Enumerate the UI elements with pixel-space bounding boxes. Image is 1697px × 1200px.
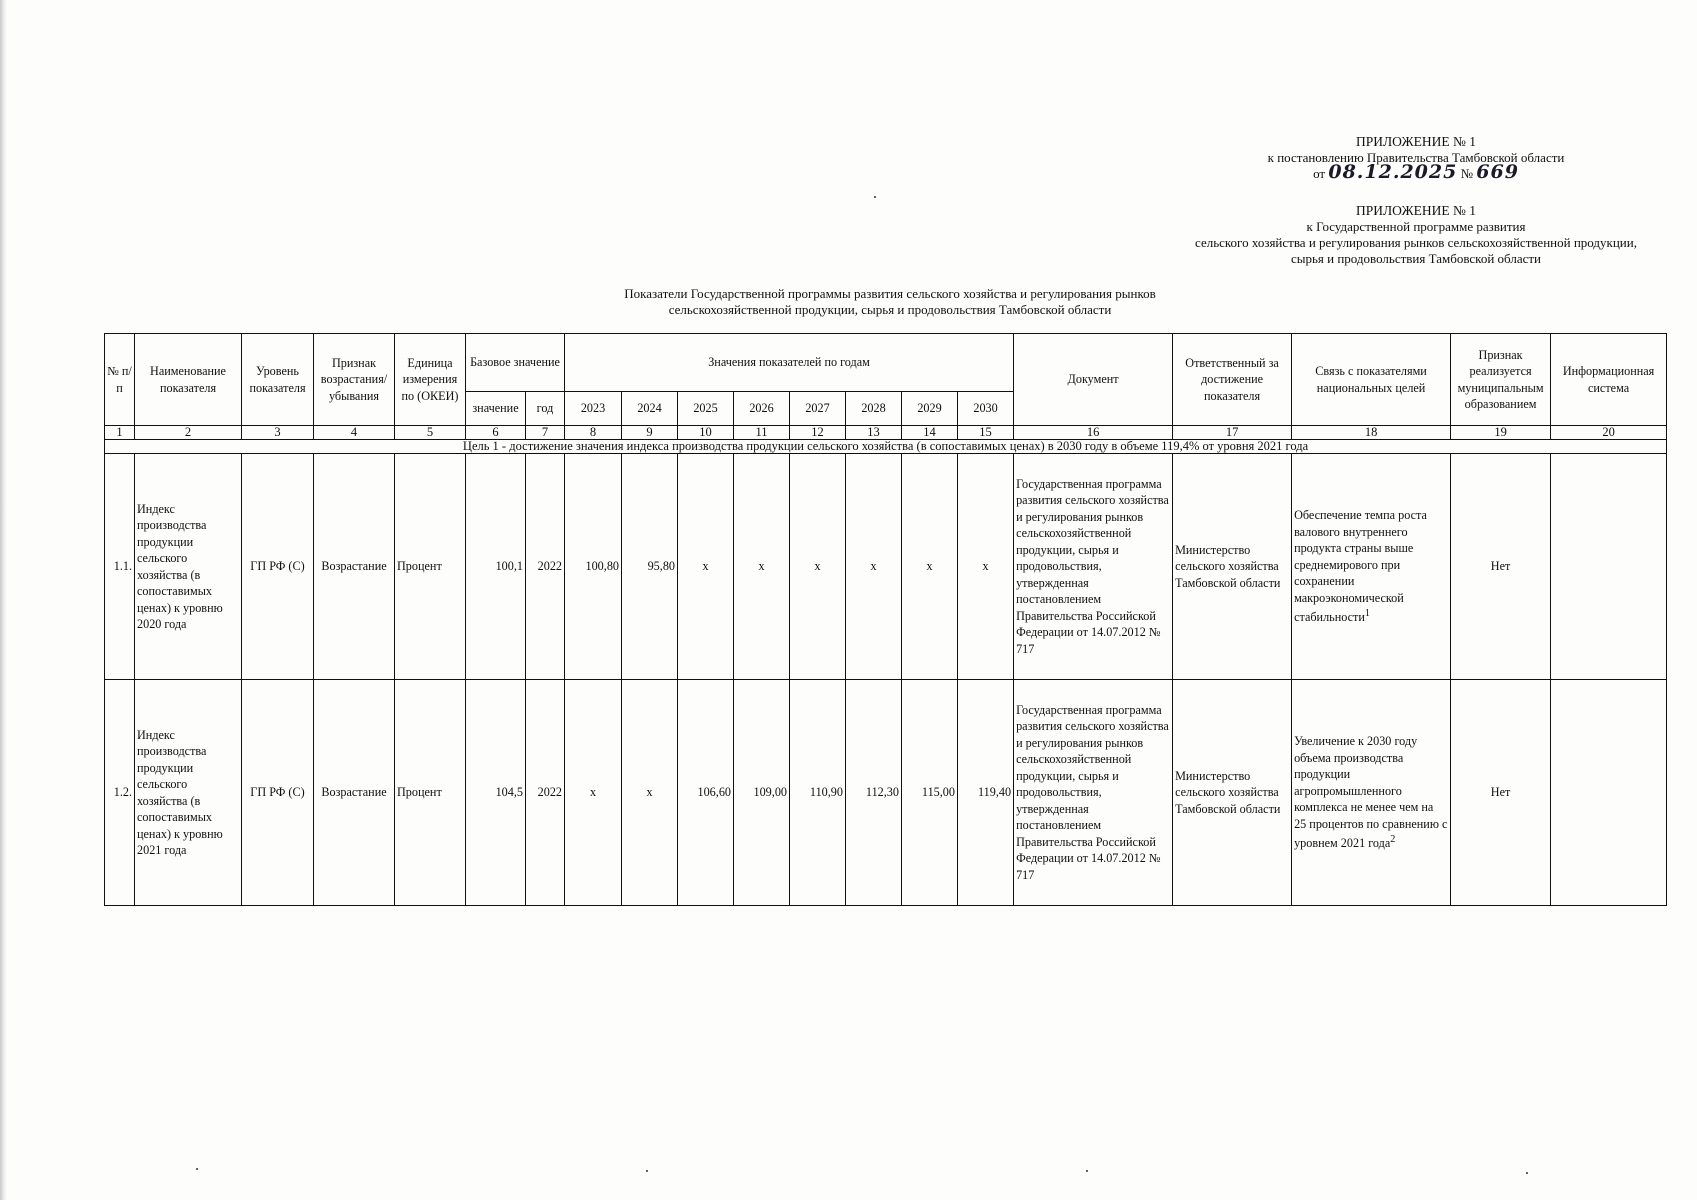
indicator-unit: Процент bbox=[395, 680, 466, 906]
document-title-line2: сельскохозяйственной продукции, сырья и продовольствия Тамбовской области bbox=[668, 302, 1112, 317]
header-year: 2027 bbox=[790, 392, 846, 426]
table-row bbox=[105, 454, 1667, 680]
column-number: 1 bbox=[105, 426, 135, 440]
header-document: Документ bbox=[1014, 334, 1173, 426]
header-base-value: значение bbox=[466, 392, 526, 426]
appendix-program bbox=[1166, 203, 1666, 267]
header-year: 2029 bbox=[902, 392, 958, 426]
header-year: 2024 bbox=[622, 392, 678, 426]
column-number: 16 bbox=[1014, 426, 1173, 440]
column-number: 10 bbox=[678, 426, 734, 440]
base-year: 2022 bbox=[526, 680, 565, 906]
header-responsible: Ответственный за достижение показателя bbox=[1173, 334, 1292, 426]
responsible-text: Министерство сельского хозяйства Тамбовской области bbox=[1173, 454, 1292, 680]
goal-text: Цель 1 - достижение значения индекса производства продукции сельского хозяйства (в сопоставимых ценах) в 2030 году в объеме 119,4% от уровня 2021 года bbox=[105, 440, 1667, 454]
row-number: 1.1. bbox=[105, 454, 135, 680]
header-level: Уровень показателя bbox=[242, 334, 314, 426]
year-value: x bbox=[902, 454, 958, 680]
municipal-flag: Нет bbox=[1451, 680, 1551, 906]
column-number: 20 bbox=[1551, 426, 1667, 440]
municipal-flag: Нет bbox=[1451, 454, 1551, 680]
header-name: Наименование показателя bbox=[135, 334, 242, 426]
date-prefix: от bbox=[1313, 166, 1326, 181]
year-value: x bbox=[622, 680, 678, 906]
indicator-trend: Возрастание bbox=[314, 680, 395, 906]
appendix-program-line3: сырья и продовольствия Тамбовской области bbox=[1290, 251, 1541, 266]
header-years-group: Значения показателей по годам bbox=[565, 334, 1014, 392]
column-number: 7 bbox=[526, 426, 565, 440]
column-number: 9 bbox=[622, 426, 678, 440]
base-value: 100,1 bbox=[466, 454, 526, 680]
year-value: x bbox=[734, 454, 790, 680]
header-no: № п/п bbox=[105, 334, 135, 426]
column-number: 15 bbox=[958, 426, 1014, 440]
document-text: Государственная программа развития сельского хозяйства и регулирования рынков сельскохозяйственной продукции, сырья и продовольствия, утвержденная постановлением Правительства Российской Федерации от 14.07.2012 № 717 bbox=[1014, 454, 1173, 680]
national-goal-link bbox=[1292, 454, 1451, 680]
year-value: x bbox=[565, 680, 622, 906]
year-value: 95,80 bbox=[622, 454, 678, 680]
national-goal-link bbox=[1292, 680, 1451, 906]
indicator-name: Индекс производства продукции сельского хозяйства (в сопоставимых ценах) к уровню 2020 года bbox=[135, 454, 242, 680]
column-number: 6 bbox=[466, 426, 526, 440]
row-number: 1.2. bbox=[105, 680, 135, 906]
appendix-decree-date-line bbox=[1246, 161, 1586, 183]
header-row-1 bbox=[105, 334, 1667, 392]
header-unit: Единица измерения по (ОКЕИ) bbox=[395, 334, 466, 426]
scan-speck bbox=[1086, 1170, 1088, 1172]
national-goal-text: Увеличение к 2030 году объема производства продукции агропромышленного комплекса не менее чем на 25 процентов по сравнению с уровнем 2021 года bbox=[1294, 734, 1448, 851]
column-number: 2 bbox=[135, 426, 242, 440]
header-infosys: Информационная система bbox=[1551, 334, 1667, 426]
year-value: 115,00 bbox=[902, 680, 958, 906]
appendix-program-title: ПРИЛОЖЕНИЕ № 1 bbox=[1355, 203, 1477, 218]
base-value: 104,5 bbox=[466, 680, 526, 906]
year-value: 109,00 bbox=[734, 680, 790, 906]
column-number: 5 bbox=[395, 426, 466, 440]
column-number: 19 bbox=[1451, 426, 1551, 440]
column-number: 14 bbox=[902, 426, 958, 440]
column-number: 11 bbox=[734, 426, 790, 440]
appendix-decree-line: к постановлению Правительства Тамбовской области bbox=[1267, 150, 1565, 165]
number-prefix: № bbox=[1460, 166, 1473, 181]
header-year: 2023 bbox=[565, 392, 622, 426]
scan-speck bbox=[196, 1168, 198, 1170]
header-base: Базовое значение bbox=[466, 334, 565, 392]
header-trend: Признак возрастания/ убывания bbox=[314, 334, 395, 426]
base-year: 2022 bbox=[526, 454, 565, 680]
footnote-mark: 2 bbox=[1390, 834, 1396, 846]
year-value: x bbox=[678, 454, 734, 680]
header-year: 2025 bbox=[678, 392, 734, 426]
year-value: 106,60 bbox=[678, 680, 734, 906]
column-numbers-row bbox=[105, 426, 1667, 440]
year-value: x bbox=[958, 454, 1014, 680]
document-title-line1: Показатели Государственной программы развития сельского хозяйства и регулирования рынков bbox=[624, 286, 1156, 301]
column-number: 13 bbox=[846, 426, 902, 440]
header-municipal: Признак реализуется муниципальным образованием bbox=[1451, 334, 1551, 426]
indicator-unit: Процент bbox=[395, 454, 466, 680]
table-row bbox=[105, 680, 1667, 906]
goal-row bbox=[105, 440, 1667, 454]
appendix-program-line1: к Государственной программе развития bbox=[1306, 219, 1526, 234]
year-value: 100,80 bbox=[565, 454, 622, 680]
year-value: x bbox=[846, 454, 902, 680]
year-value: 119,40 bbox=[958, 680, 1014, 906]
appendix-decree bbox=[1246, 134, 1586, 182]
header-base-year: год bbox=[526, 392, 565, 426]
indicator-name: Индекс производства продукции сельского хозяйства (в сопоставимых ценах) к уровню 2021 года bbox=[135, 680, 242, 906]
info-system bbox=[1551, 680, 1667, 906]
header-year: 2030 bbox=[958, 392, 1014, 426]
national-goal-text: Обеспечение темпа роста валового внутреннего продукта страны выше среднемирового при сохранении макроэкономической стабильности bbox=[1294, 508, 1427, 625]
responsible-text: Министерство сельского хозяйства Тамбовской области bbox=[1173, 680, 1292, 906]
footnote-mark: 1 bbox=[1364, 608, 1370, 620]
header-link: Связь с показателями национальных целей bbox=[1292, 334, 1451, 426]
year-value: x bbox=[790, 454, 846, 680]
column-number: 18 bbox=[1292, 426, 1451, 440]
column-number: 8 bbox=[565, 426, 622, 440]
year-value: 112,30 bbox=[846, 680, 902, 906]
column-number: 4 bbox=[314, 426, 395, 440]
scan-edge bbox=[0, 0, 7, 1200]
document-text: Государственная программа развития сельского хозяйства и регулирования рынков сельскохозяйственной продукции, сырья и продовольствия, утвержденная постановлением Правительства Российской Федерации от 14.07.2012 № 717 bbox=[1014, 680, 1173, 906]
column-number: 3 bbox=[242, 426, 314, 440]
header-year: 2026 bbox=[734, 392, 790, 426]
column-number: 12 bbox=[790, 426, 846, 440]
column-number: 17 bbox=[1173, 426, 1292, 440]
appendix-program-line2: сельского хозяйства и регулирования рынков сельскохозяйственной продукции, bbox=[1195, 235, 1637, 250]
decree-date-handwritten: 08.12.2025 bbox=[1328, 161, 1458, 183]
scan-speck bbox=[1526, 1172, 1528, 1174]
scan-speck bbox=[646, 1170, 648, 1172]
indicators-table bbox=[104, 333, 1667, 906]
indicator-level: ГП РФ (С) bbox=[242, 680, 314, 906]
document-title bbox=[480, 286, 1300, 318]
decree-number-handwritten: 669 bbox=[1476, 161, 1519, 183]
scan-speck bbox=[874, 196, 876, 198]
header-year: 2028 bbox=[846, 392, 902, 426]
indicator-level: ГП РФ (С) bbox=[242, 454, 314, 680]
appendix-decree-title: ПРИЛОЖЕНИЕ № 1 bbox=[1355, 134, 1477, 149]
indicator-trend: Возрастание bbox=[314, 454, 395, 680]
year-value: 110,90 bbox=[790, 680, 846, 906]
info-system bbox=[1551, 454, 1667, 680]
